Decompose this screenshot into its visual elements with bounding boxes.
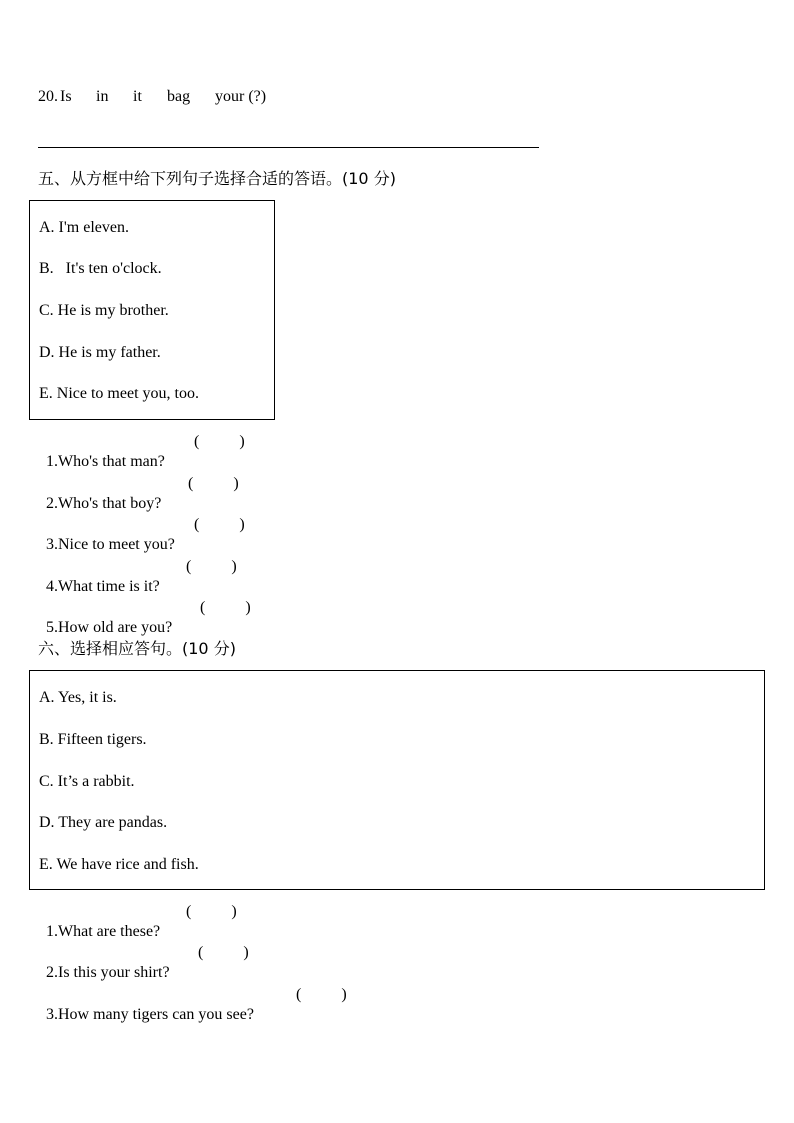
section-5-options-box <box>29 200 275 420</box>
section-5-question-5 <box>38 598 298 636</box>
question-text: 1.Who's that man? <box>46 453 165 470</box>
question-text: 2.Is this your shirt? <box>46 964 170 981</box>
section-5-question-4 <box>38 557 298 595</box>
question-text: 4.What time is it? <box>46 578 160 595</box>
option-a: A. Yes, it is. <box>39 689 117 706</box>
section-6-question-2 <box>38 943 298 981</box>
scrambled-word: bag <box>167 88 191 105</box>
option-c: C. It’s a rabbit. <box>39 773 135 790</box>
section-6-question-1 <box>38 902 298 940</box>
question-text: 3.Nice to meet you? <box>46 536 175 553</box>
option-a: A. I'm eleven. <box>39 219 129 236</box>
question-text: 3.How many tigers can you see? <box>46 1006 254 1023</box>
question-20 <box>38 87 298 107</box>
option-e: E. Nice to meet you, too. <box>39 385 199 402</box>
answer-line[interactable] <box>38 147 539 148</box>
section-6-options-box <box>29 670 765 890</box>
option-b: B. Fifteen tigers. <box>39 731 147 748</box>
scrambled-word: your (?) <box>215 88 267 105</box>
answer-blank[interactable]: ( ) <box>194 516 245 533</box>
option-e: E. We have rice and fish. <box>39 856 199 873</box>
scrambled-word: it <box>133 88 142 105</box>
scrambled-word: in <box>96 88 109 105</box>
question-text: 1.What are these? <box>46 923 161 940</box>
section-6-question-3 <box>38 985 398 1023</box>
answer-blank[interactable]: ( ) <box>200 599 251 616</box>
option-d: D. He is my father. <box>39 344 161 361</box>
question-text: 5.How old are you? <box>46 619 173 636</box>
section-5-question-2 <box>38 474 298 512</box>
section-5-question-1 <box>38 432 298 470</box>
answer-blank[interactable]: ( ) <box>188 475 239 492</box>
section-6-title: 六、选择相应答句。(10 分) <box>38 639 236 658</box>
section-5-title: 五、从方框中给下列句子选择合适的答语。(10 分) <box>38 169 396 188</box>
answer-blank[interactable]: ( ) <box>296 986 347 1003</box>
answer-blank[interactable]: ( ) <box>194 433 245 450</box>
answer-blank[interactable]: ( ) <box>186 903 237 920</box>
option-d: D. They are pandas. <box>39 814 168 831</box>
answer-blank[interactable]: ( ) <box>186 558 237 575</box>
section-5-question-3 <box>38 515 298 553</box>
option-b: B. It's ten o'clock. <box>39 260 162 277</box>
option-c: C. He is my brother. <box>39 302 169 319</box>
question-text: 2.Who's that boy? <box>46 495 162 512</box>
scrambled-word: Is <box>60 88 72 105</box>
answer-blank[interactable]: ( ) <box>198 944 249 961</box>
question-number: 20. <box>38 88 58 105</box>
